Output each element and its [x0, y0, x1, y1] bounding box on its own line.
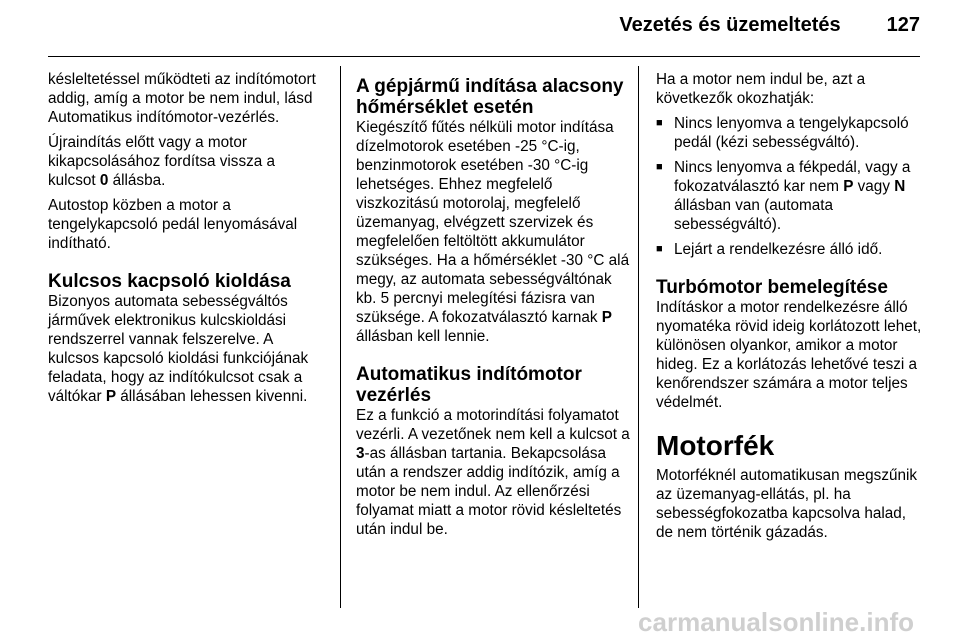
bullet-icon: ■ — [656, 161, 663, 173]
list-item: ■ Nincs lenyomva a fékpedál, vagy a fokozatválasztó kar nem P vagy N állásban van (automata sebességváltó). — [656, 159, 911, 233]
column-3 — [656, 70, 924, 548]
section-heading: A gépjármű indítása alacsony hőmérséklet esetén — [356, 76, 624, 118]
page-title: Vezetés és üzemeltetés — [619, 14, 841, 36]
paragraph: Ha a motor nem indul be, azt a következők okozhatják: — [656, 71, 866, 107]
paragraph: késleltetéssel működteti az indítómotort addig, amíg a motor be nem indul, lásd Automatikus indítómotor-vezérlés. — [48, 71, 316, 126]
paragraph: Ez a funkció a motorindítási folyamatot vezérli. A vezetőnek nem kell a kulcsot a 3-as állásban tartania. Bekapcsolása után a rendszer addig indítózik, amíg a motor be nem indul. Az ellenőrzési folyamat miatt a motor rövid késleltetés után indul be. — [356, 407, 630, 538]
watermark: carmanualsonline.info — [638, 607, 914, 637]
paragraph: Újraindítás előtt vagy a motor kikapcsolásához fordítsa vissza a kulcsot 0 állásba. — [48, 134, 276, 189]
list-item: ■ Nincs lenyomva a tengelykapcsoló pedál (kézi sebességváltó). — [656, 115, 909, 151]
paragraph: Motorféknél automatikusan megszűnik az üzemanyag-ellátás, pl. ha sebességfokozatba kapcsolva halad, de nem történik gázadás. — [656, 467, 918, 541]
column-1 — [48, 70, 322, 412]
list-item: ■ Lejárt a rendelkezésre álló idő. — [656, 241, 883, 258]
section-heading: Turbómotor bemelegítése — [656, 277, 888, 298]
bullet-icon: ■ — [656, 243, 663, 255]
page-header — [48, 14, 920, 46]
header-rule — [48, 56, 920, 57]
section-heading: Automatikus indítómotor vezérlés — [356, 364, 582, 406]
chapter-heading: Motorfék — [656, 430, 775, 461]
paragraph: Kiegészítő fűtés nélküli motor indítása dízelmotorok esetében -25 °C-ig, benzinmotorok esetében -30 °C-ig lehetséges. Ehhez megfelelő viszkozitású motorolaj, megfelelő üzemanyag, elvégzett szervizek és megfelelően feltöltött akkumulátor szükséges. Ha a hőmérséklet -30 °C alá megy, az automata sebességváltónak kb. 5 percnyi melegítési fázisra van szüksége. A fokozatválasztó karnak P állásban kell lennie. — [356, 119, 630, 345]
column-divider-2 — [638, 66, 639, 608]
paragraph: Indításkor a motor rendelkezésre álló nyomatéka rövid ideig korlátozott lehet, különösen olyankor, amikor a motor hideg. Ez a korlátozás lehetővé teszi a kenőrendszer számára a motor teljes védelmét. — [656, 299, 922, 411]
page-number: 127 — [886, 14, 920, 36]
column-divider-1 — [340, 66, 341, 608]
paragraph: Bizonyos automata sebességváltós járművek elektronikus kulcskioldási rendszerrel vannak felszerelve. A kulcsos kapcsoló kioldási funkciójának feladata, hogy az indítókulcsot csak a váltókar P állásában lehessen kivenni. — [48, 293, 309, 405]
section-heading: Kulcsos kacpsoló kioldása — [48, 271, 291, 292]
paragraph: Autostop közben a motor a tengelykapcsoló pedál lenyomásával indítható. — [48, 197, 298, 252]
column-2 — [356, 76, 630, 545]
bullet-icon: ■ — [656, 117, 663, 129]
